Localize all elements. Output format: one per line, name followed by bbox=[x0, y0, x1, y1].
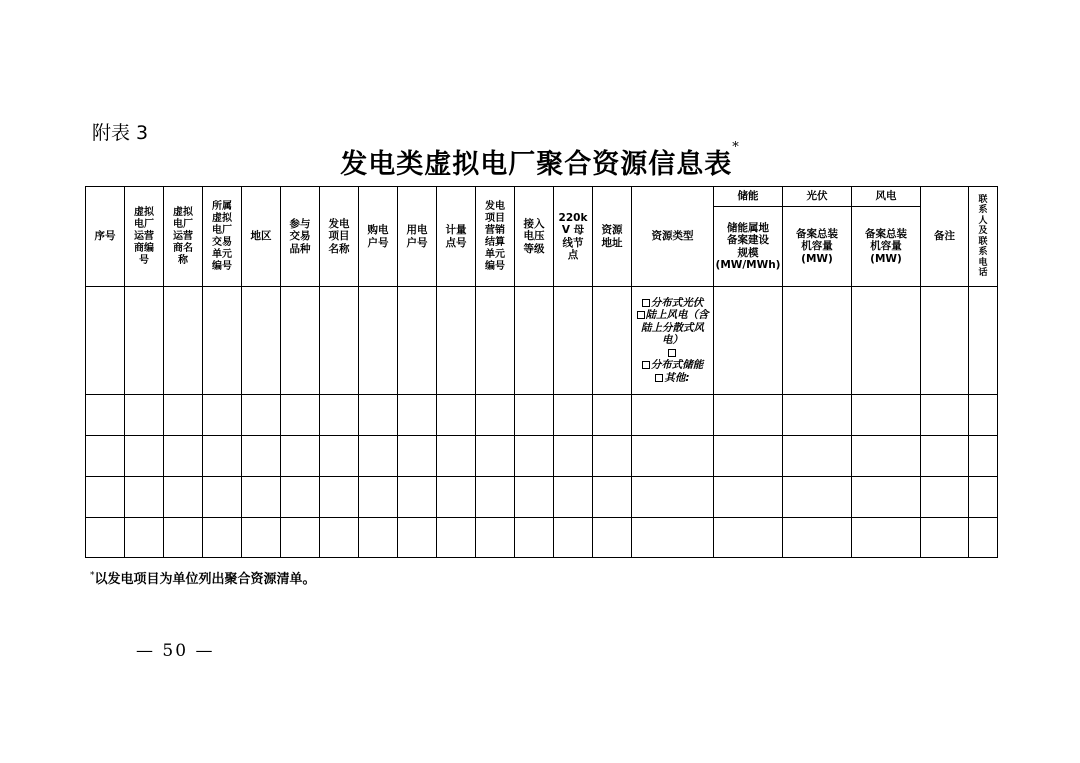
table-cell[interactable] bbox=[164, 477, 203, 518]
table-cell[interactable] bbox=[242, 436, 281, 477]
table-cell[interactable] bbox=[320, 395, 359, 436]
header-cell: 购电 户号 bbox=[359, 187, 398, 287]
header-cell: 用电 户号 bbox=[398, 187, 437, 287]
table-cell[interactable] bbox=[969, 395, 998, 436]
table-cell[interactable] bbox=[320, 436, 359, 477]
table-cell[interactable] bbox=[320, 287, 359, 395]
table-cell[interactable] bbox=[86, 436, 125, 477]
table-cell[interactable] bbox=[125, 395, 164, 436]
table-cell[interactable] bbox=[852, 518, 921, 558]
table-cell[interactable] bbox=[593, 395, 632, 436]
table-cell[interactable] bbox=[921, 477, 969, 518]
checkbox-icon[interactable] bbox=[642, 299, 650, 307]
resource-info-table bbox=[85, 186, 998, 558]
footnote-mark: * bbox=[90, 570, 95, 581]
header-cell: 发电 项目 名称 bbox=[320, 187, 359, 287]
table-cell[interactable] bbox=[359, 287, 398, 395]
table-cell[interactable] bbox=[203, 395, 242, 436]
header-cell: 序号 bbox=[86, 187, 125, 287]
table-cell[interactable] bbox=[164, 395, 203, 436]
checkbox-icon[interactable] bbox=[655, 374, 663, 382]
table-cell[interactable] bbox=[164, 287, 203, 395]
option-distributed-storage[interactable]: 分布式储能 bbox=[632, 359, 713, 372]
option-blank[interactable] bbox=[632, 347, 713, 360]
table-cell[interactable] bbox=[203, 436, 242, 477]
table-cell[interactable] bbox=[783, 395, 852, 436]
table-cell[interactable] bbox=[320, 518, 359, 558]
table-cell[interactable] bbox=[320, 477, 359, 518]
title-text: 发电类虚拟电厂聚合资源信息表 bbox=[340, 149, 733, 180]
table-cell[interactable] bbox=[515, 395, 554, 436]
group-header-wind: 风电 bbox=[852, 187, 921, 207]
table-cell[interactable] bbox=[969, 518, 998, 558]
table-cell[interactable] bbox=[783, 287, 852, 395]
table-cell[interactable] bbox=[203, 287, 242, 395]
table-cell[interactable] bbox=[125, 477, 164, 518]
table-cell[interactable] bbox=[852, 395, 921, 436]
header-cell: 储能属地 备案建设 规模 (MW/MWh) bbox=[714, 207, 783, 287]
table-cell[interactable] bbox=[714, 395, 783, 436]
table-cell[interactable] bbox=[632, 436, 714, 477]
checkbox-icon[interactable] bbox=[642, 361, 650, 369]
table-cell[interactable] bbox=[476, 395, 515, 436]
table-cell[interactable] bbox=[852, 436, 921, 477]
table-cell[interactable] bbox=[852, 287, 921, 395]
table-cell[interactable] bbox=[86, 287, 125, 395]
table-cell[interactable] bbox=[242, 477, 281, 518]
table-cell[interactable] bbox=[476, 436, 515, 477]
option-onshore-wind[interactable]: 陆上风电（含 陆上分散式风 电） bbox=[632, 309, 713, 347]
table-cell[interactable] bbox=[921, 287, 969, 395]
option-distributed-pv[interactable]: 分布式光伏 bbox=[632, 297, 713, 310]
table-cell[interactable] bbox=[554, 518, 593, 558]
table-cell[interactable] bbox=[203, 518, 242, 558]
table-row bbox=[86, 518, 998, 558]
table-cell[interactable] bbox=[437, 436, 476, 477]
checkbox-icon[interactable] bbox=[668, 349, 676, 357]
header-cell: 联 系 人 及 联 系 电 话 bbox=[969, 187, 998, 287]
header-cell: 计量 点号 bbox=[437, 187, 476, 287]
table-cell[interactable] bbox=[281, 477, 320, 518]
page-title bbox=[0, 142, 1080, 181]
table-cell[interactable] bbox=[281, 518, 320, 558]
header-cell: 地区 bbox=[242, 187, 281, 287]
table-cell[interactable] bbox=[476, 287, 515, 395]
table-cell[interactable] bbox=[242, 518, 281, 558]
table-cell[interactable] bbox=[554, 395, 593, 436]
header-cell: 220k V 母 线节 点 bbox=[554, 187, 593, 287]
resource-type-options bbox=[632, 287, 714, 395]
table-cell[interactable] bbox=[437, 395, 476, 436]
table-cell[interactable] bbox=[437, 287, 476, 395]
table-row bbox=[86, 436, 998, 477]
table-cell[interactable] bbox=[554, 436, 593, 477]
table-cell[interactable] bbox=[281, 436, 320, 477]
table-cell[interactable] bbox=[783, 518, 852, 558]
header-cell: 虚拟 电厂 运营 商名 称 bbox=[164, 187, 203, 287]
header-cell: 虚拟 电厂 运营 商编 号 bbox=[125, 187, 164, 287]
table-cell[interactable] bbox=[437, 477, 476, 518]
table-cell[interactable] bbox=[164, 518, 203, 558]
table-cell[interactable] bbox=[86, 395, 125, 436]
group-header-pv: 光伏 bbox=[783, 187, 852, 207]
table-cell[interactable] bbox=[359, 395, 398, 436]
footnote bbox=[90, 568, 316, 587]
table-cell[interactable] bbox=[714, 518, 783, 558]
table-cell[interactable] bbox=[398, 518, 437, 558]
table-cell[interactable] bbox=[515, 477, 554, 518]
table-cell[interactable] bbox=[476, 518, 515, 558]
table-cell[interactable] bbox=[593, 518, 632, 558]
table-cell[interactable] bbox=[242, 395, 281, 436]
table-cell[interactable] bbox=[359, 518, 398, 558]
table-cell[interactable] bbox=[554, 287, 593, 395]
table-cell[interactable] bbox=[515, 436, 554, 477]
table-cell[interactable] bbox=[921, 395, 969, 436]
header-row-1 bbox=[86, 187, 998, 207]
title-footnote-mark: * bbox=[732, 140, 740, 155]
table-row bbox=[86, 477, 998, 518]
header-cell: 资源类型 bbox=[632, 187, 714, 287]
header-cell: 备案总装 机容量 (MW) bbox=[852, 207, 921, 287]
header-cell: 备注 bbox=[921, 187, 969, 287]
table-cell[interactable] bbox=[593, 436, 632, 477]
table-cell[interactable] bbox=[783, 436, 852, 477]
table-cell[interactable] bbox=[714, 477, 783, 518]
header-cell: 接入 电压 等级 bbox=[515, 187, 554, 287]
table-cell[interactable] bbox=[125, 518, 164, 558]
table-cell[interactable] bbox=[281, 395, 320, 436]
table-cell[interactable] bbox=[359, 436, 398, 477]
table-cell[interactable] bbox=[921, 436, 969, 477]
table-cell[interactable] bbox=[515, 518, 554, 558]
table-cell[interactable] bbox=[632, 395, 714, 436]
table-cell[interactable] bbox=[86, 518, 125, 558]
table-cell[interactable] bbox=[359, 477, 398, 518]
group-header-storage: 储能 bbox=[714, 187, 783, 207]
table-cell[interactable] bbox=[515, 287, 554, 395]
table-cell[interactable] bbox=[242, 287, 281, 395]
option-other[interactable]: 其他: bbox=[632, 372, 713, 385]
table-cell[interactable] bbox=[281, 287, 320, 395]
table-cell[interactable] bbox=[125, 287, 164, 395]
table-cell[interactable] bbox=[593, 477, 632, 518]
checkbox-icon[interactable] bbox=[637, 311, 645, 319]
table-cell[interactable] bbox=[398, 477, 437, 518]
header-cell: 备案总装 机容量 (MW) bbox=[783, 207, 852, 287]
table-cell[interactable] bbox=[632, 477, 714, 518]
table-cell[interactable] bbox=[398, 436, 437, 477]
page-number: — 50 — bbox=[136, 641, 215, 661]
table-cell[interactable] bbox=[476, 477, 515, 518]
table-row bbox=[86, 395, 998, 436]
table-cell[interactable] bbox=[783, 477, 852, 518]
table-cell[interactable] bbox=[714, 287, 783, 395]
header-cell: 所属 虚拟 电厂 交易 单元 编号 bbox=[203, 187, 242, 287]
table-row bbox=[86, 287, 998, 395]
footnote-text: 以发电项目为单位列出聚合资源清单。 bbox=[94, 572, 316, 587]
appendix-label: 附表 3 bbox=[92, 122, 149, 144]
table-cell[interactable] bbox=[203, 477, 242, 518]
table-cell[interactable] bbox=[969, 477, 998, 518]
table-cell[interactable] bbox=[714, 436, 783, 477]
table-cell[interactable] bbox=[86, 477, 125, 518]
table-cell[interactable] bbox=[921, 518, 969, 558]
header-cell: 发电 项目 营销 结算 单元 编号 bbox=[476, 187, 515, 287]
table-cell[interactable] bbox=[593, 287, 632, 395]
table-cell[interactable] bbox=[554, 477, 593, 518]
table-cell[interactable] bbox=[437, 518, 476, 558]
table-cell[interactable] bbox=[398, 287, 437, 395]
table-cell[interactable] bbox=[852, 477, 921, 518]
table-cell[interactable] bbox=[969, 436, 998, 477]
table-cell[interactable] bbox=[125, 436, 164, 477]
table-cell[interactable] bbox=[632, 518, 714, 558]
table-cell[interactable] bbox=[969, 287, 998, 395]
header-cell: 参与 交易 品种 bbox=[281, 187, 320, 287]
table-cell[interactable] bbox=[398, 395, 437, 436]
header-cell: 资源 地址 bbox=[593, 187, 632, 287]
table-cell[interactable] bbox=[164, 436, 203, 477]
